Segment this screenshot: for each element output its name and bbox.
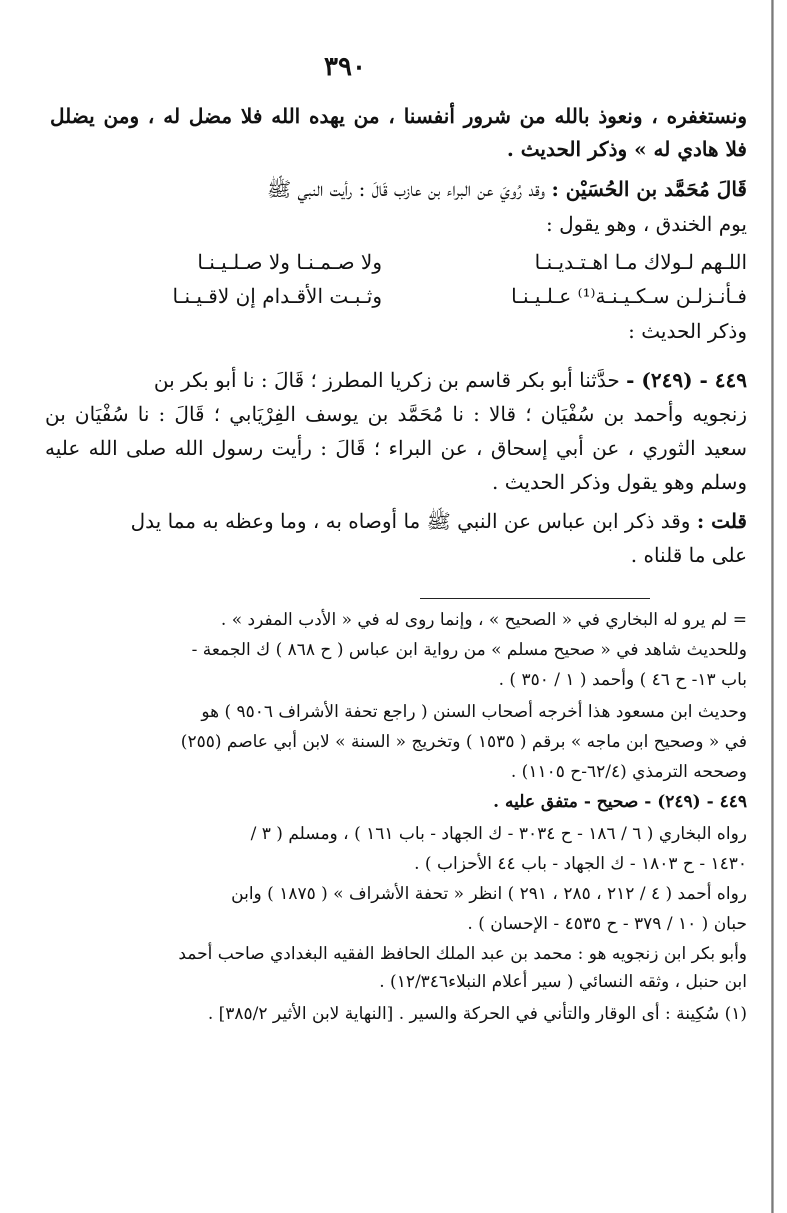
closing-label: قلت :: [696, 509, 747, 533]
poem-verse-2-left: وثـبـت الأقـدام إن لاقـيـنـا: [172, 284, 382, 308]
hadith-line-1: [45, 364, 747, 398]
footnote-separator: [420, 598, 650, 599]
hadith-number: ٤٤٩ - (٢٤٩) -: [626, 368, 747, 392]
footnote-line-6: وصححه الترمذي (٦٢/٤-ح ١١٠٥) .: [510, 762, 747, 782]
poem-verse-1-left: ولا صـمـنـا ولا صـلـيـنـا: [197, 250, 382, 274]
closing-line-1-text: وقد ذكر ابن عباس عن النبي ﷺ ما أوصاه به ، وما وعظه به مما يدل: [130, 509, 691, 533]
hadith-line-1-text: حدَّثنا أبو بكر قاسم بن زكريا المطرز ؛ قَالَ : نا أبو بكر بن: [153, 368, 620, 392]
top-paragraph-line-2: فلا هادي له » وذكر الحديث .: [506, 137, 747, 161]
footnote-line-1: = لم يرو له البخاري في « الصحيح » ، وإنما روى له في « الأدب المفرد » .: [220, 610, 747, 630]
poem-verse-2-right: فـأنـزلـن سـكـيـنـة⁽¹⁾ عـلـيـنـا: [511, 284, 747, 308]
footnote-note-1: (١) سُكِينة : أى الوقار والتأني في الحركة والسير . [النهاية لابن الأثير ٣٨٥/٢] .: [207, 1004, 747, 1024]
hadith-line-2: زنجويه وأحمد بن سُفْيَان ؛ قالا : نا مُحَمَّد بن يوسف الفِرْيَابي ؛ قَالَ : نا سُفْيَان بن: [45, 402, 747, 426]
poem-verse-1-right: اللـهم لـولاك مـا اهـتـديـنـا: [534, 250, 747, 274]
top-paragraph-line-1: ونستغفره ، ونعوذ بالله من شرور أنفسنا ، من يهده الله فلا مضل له ، ومن يضلل: [50, 104, 747, 128]
author-paragraph-line-2: يوم الخندق ، وهو يقول :: [546, 212, 747, 236]
closing-line-2: على ما قلناه .: [630, 543, 747, 567]
page-number: ٣٩٠: [324, 52, 366, 82]
hadith-line-4: وسلم وهو يقول وذكر الحديث .: [492, 470, 747, 494]
footnote-source-5: وأبو بكر ابن زنجويه هو : محمد بن عبد الملك الحافظ الفقيه البغدادي صاحب أحمد: [178, 944, 747, 964]
footnote-source-2: ١٤٣٠ - ح ١٨٠٣ - ك الجهاد - باب ٤٤ الأحزاب ) .: [414, 854, 747, 874]
footnote-source-4: حبان ( ١٠ / ٣٧٩ - ح ٤٥٣٥ - الإحسان ) .: [467, 914, 747, 934]
author-speaker: قَالَ مُحَمَّد بن الحُسَيْن :: [551, 177, 747, 201]
hadith-line-3: سعيد الثوري ، عن أبي إسحاق ، عن البراء ؛ قَالَ : رأيت رسول الله صلى الله عليه: [45, 436, 747, 460]
page-edge-line: [771, 0, 774, 1213]
footnote-source-3: رواه أحمد ( ٤ / ٢١٢ ، ٢٨٥ ، ٢٩١ ) انظر « تحفة الأشراف » ( ١٨٧٥ ) وابن: [231, 884, 747, 904]
author-line-1-text: وقد رُويَ عن البراء بن عازب قَالَ : رأيت النبي ﷺ: [266, 177, 546, 201]
footnote-source-6: ابن حنبل ، وثقه النسائي ( سير أعلام النبلاء١٢/٣٤٦) .: [379, 972, 747, 992]
poem-after-text: وذكر الحديث :: [628, 319, 747, 343]
footnote-line-2: وللحديث شاهد في « صحيح مسلم » من رواية ابن عباس ( ح ٨٦٨ ) ك الجمعة -: [191, 640, 747, 660]
footnote-source-1: رواه البخاري ( ٦ / ١٨٦ - ح ٣٠٣٤ - ك الجهاد - باب ١٦١ ) ، ومسلم ( ٣ /: [250, 824, 747, 844]
footnote-line-5: في « وصحيح ابن ماجه » برقم ( ١٥٣٥ ) وتخريج « السنة » لابن أبي عاصم (٢٥٥): [180, 732, 747, 752]
footnote-line-3: باب ١٣- ح ٤٦ ) وأحمد ( ١ / ٣٥٠ ) .: [498, 670, 747, 690]
footnote-grade: ٤٤٩ - (٢٤٩) - صحيح - متفق عليه .: [493, 792, 747, 812]
author-paragraph-line-1: [45, 173, 747, 207]
footnote-line-4: وحديث ابن مسعود هذا أخرجه أصحاب السنن ( راجع تحفة الأشراف ٩٥٠٦ ) هو: [201, 702, 747, 722]
closing-line-1: [45, 505, 747, 539]
